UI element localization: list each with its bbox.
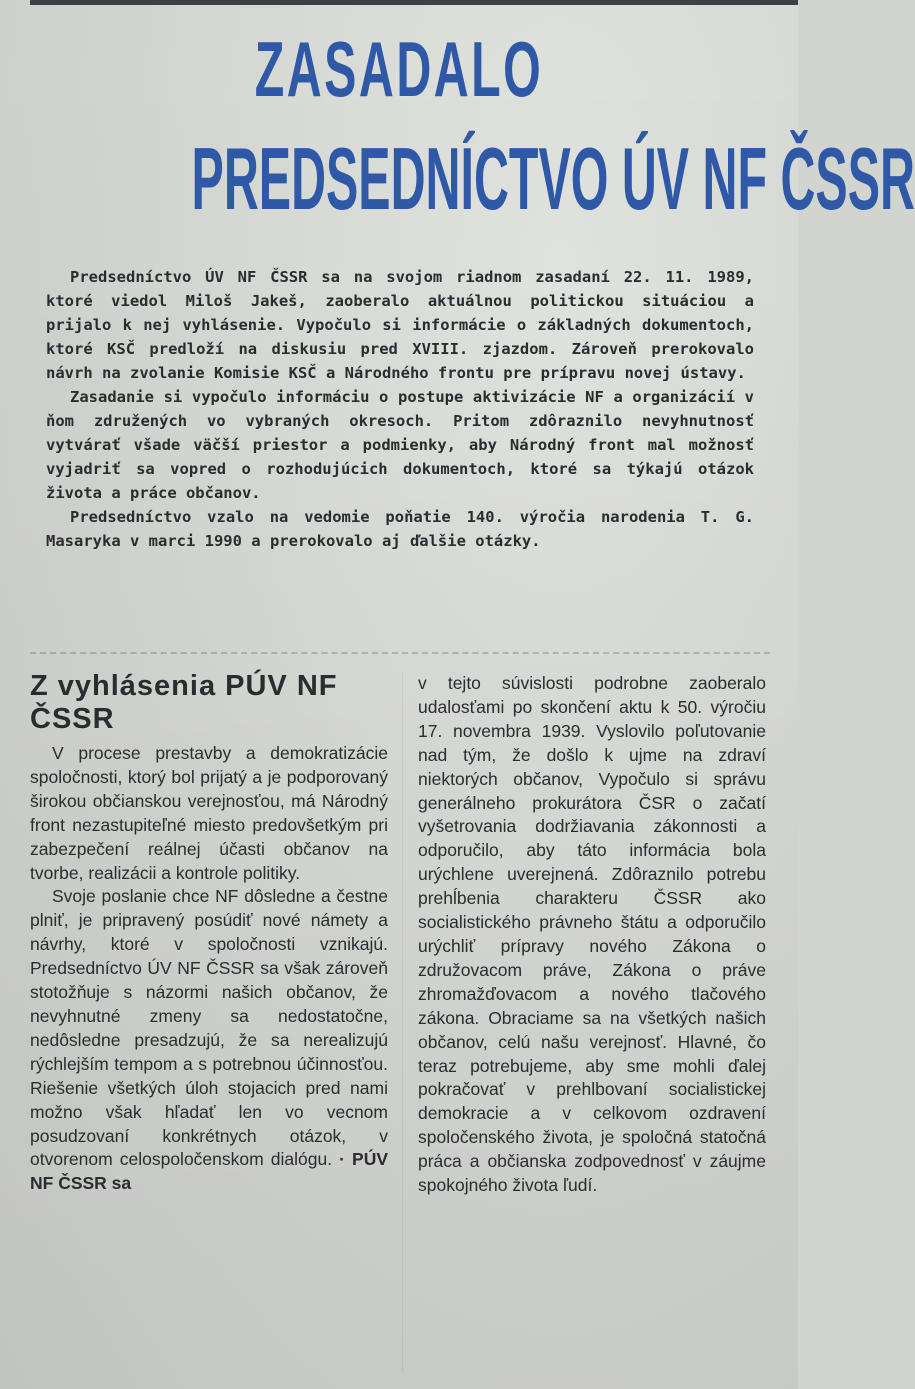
left-column (30, 742, 388, 1196)
body-paragraph-text: Svoje poslanie chce NF dôsledne a čestne plniť, je pripravený posúdiť nové námety a návrhy, ktoré v spoločnosti vznikajú. Predsedníctvo ÚV NF ČSSR sa však zároveň stotožňuje s názormi našich občanov, že nevyhnutné zmeny sa nedostatočne, nedôsledne presadzujú, že sa nerealizujú rýchlejším tempom a s potrebnou účinnosťou. Riešenie všetkých úloh stojacich pred nami možno však hľadať len vo vecnom posudzovaní konkrétnych otázok, v otvorenom celospoločenskom dialógu. (30, 886, 388, 1170)
lead-paragraph: Predsedníctvo vzalo na vedomie poňatie 140. výročia narodenia T. G. Masaryka v marci 1990 a prerokovalo aj ďalšie otázky. (46, 508, 754, 550)
headline-line-1: ZASADALO (254, 25, 544, 113)
section-heading: Z vyhlásenia PÚV NF ČSSR (30, 670, 338, 735)
body-paragraph (30, 885, 388, 1196)
body-paragraph: v tejto súvislosti podrobne zaoberalo udalosťami po skončení aktu k 50. výročiu 17. novembra 1939. Vyslovilo poľutovanie nad tým, že došlo k ujme na zdraví niektorých občanov, Vypočulo si správu generálneho prokurátora ČSR o začatí vyšetrovania dodržiavania zákonnosti a odporučilo, aby táto informácia bola urýchlene uverejnená. Zdôraznilo potrebu prehĺbenia charakteru ČSSR ako socialistického právneho štátu a odporučilo urýchliť prípravy nového Zákona o združovacom práve, Zákona o práve zhromažďovacom a nového tlačového zákona. Obraciame sa na všetkých našich občanov, celú našu verejnosť. Hlavné, čo teraz potrebujeme, aby sme mohli ďalej pokračovať v prehlbovaní socialistickej demokracie a v celkovom ozdravení spoločenského života, je spoločná statočná práca a občianska zodpovednosť v záujme spokojného života ľudí. (418, 673, 766, 1196)
lead-paragraph: Zasadanie si vypočulo informáciu o postupe aktivizácie NF a organizácií v ňom združených vo vybraných okresoch. Pritom zdôraznilo nevyhnutnosť vytvárať všade väčší priestor a podmienky, aby Národný front mal možnosť vyjadriť sa vopred o rozhodujúcich dokumentoch, ktoré sa týkajú otázok života a práce občanov. (46, 388, 754, 502)
lead-article (46, 265, 754, 553)
top-rule (30, 0, 798, 5)
lead-paragraph: Predsedníctvo ÚV NF ČSSR sa na svojom riadnom zasadaní 22. 11. 1989, ktoré viedol Miloš Jakeš, zaoberalo aktuálnou politickou situáciou a prijalo k nej vyhlásenie. Vypočulo si informácie o základných dokumentoch, ktoré KSČ predloží na diskusiu pred XVIII. zjazdom. Zároveň prerokovalo návrh na zvolanie Komisie KSČ a Národného frontu pre prípravu novej ústavy. (46, 268, 754, 382)
headline-line-2: PREDSEDNÍCTVO ÚV NF ČSSR (191, 129, 915, 228)
section-divider (30, 652, 770, 654)
right-column (418, 672, 766, 1198)
signature: · PÚV NF ČSSR sa (30, 1149, 388, 1194)
signature-text: PÚV NF ČSSR (30, 1149, 388, 1194)
column-divider (402, 672, 403, 1372)
body-paragraph: V procese prestavby a demokratizácie spoločnosti, ktorý bol prijatý a je podporovaný širokou občianskou verejnosťou, má Národný front nezastupiteľné miesto predovšetkým pri zabezpečení reálnej účasti občanov na tvorbe, realizácii a kontrole politiky. (30, 743, 388, 883)
